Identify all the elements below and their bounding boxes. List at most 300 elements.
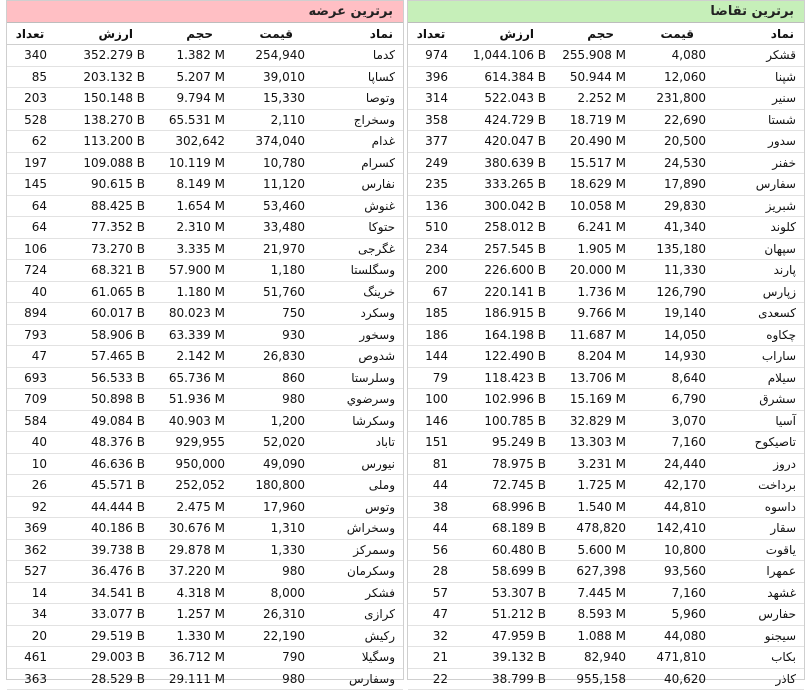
volume-cell: 11.687 M bbox=[550, 325, 630, 346]
price-cell: 374,040 bbox=[229, 131, 309, 152]
price-cell: 11,120 bbox=[229, 174, 309, 195]
symbol-cell[interactable]: غنوش bbox=[309, 196, 403, 217]
value-cell: 40.186 B bbox=[53, 518, 149, 539]
volume-cell: 82,940 bbox=[550, 647, 630, 668]
table-row[interactable] bbox=[7, 196, 403, 218]
table-row[interactable] bbox=[7, 282, 403, 304]
value-cell: 60.017 B bbox=[53, 303, 149, 324]
count-cell: 40 bbox=[7, 432, 53, 453]
table-row[interactable] bbox=[7, 110, 403, 132]
symbol-cell[interactable]: شپنا bbox=[710, 67, 804, 88]
top-supply-panel bbox=[6, 0, 404, 680]
value-cell: 72.745 B bbox=[454, 475, 550, 496]
count-cell: 14 bbox=[7, 583, 53, 604]
price-cell: 26,830 bbox=[229, 346, 309, 367]
value-cell: 33.077 B bbox=[53, 604, 149, 625]
volume-cell: 65.531 M bbox=[149, 110, 229, 131]
table-row[interactable] bbox=[7, 540, 403, 562]
price-cell: 1,310 bbox=[229, 518, 309, 539]
volume-cell: 18.629 M bbox=[550, 174, 630, 195]
price-cell: 930 bbox=[229, 325, 309, 346]
count-cell: 32 bbox=[408, 626, 454, 647]
price-cell: 7,160 bbox=[630, 583, 710, 604]
price-cell: 20,500 bbox=[630, 131, 710, 152]
symbol-cell[interactable]: کساپا bbox=[309, 67, 403, 88]
price-cell: 17,960 bbox=[229, 497, 309, 518]
table-row[interactable] bbox=[7, 411, 403, 433]
symbol-cell[interactable]: تاباد bbox=[309, 432, 403, 453]
value-cell: 186.915 B bbox=[454, 303, 550, 324]
symbol-cell[interactable]: زپارس bbox=[710, 282, 804, 303]
symbol-cell[interactable]: حفارس bbox=[710, 604, 804, 625]
symbol-cell[interactable]: ساراب bbox=[710, 346, 804, 367]
volume-cell: 63.339 M bbox=[149, 325, 229, 346]
symbol-cell[interactable]: نفارس bbox=[309, 174, 403, 195]
count-cell: 363 bbox=[7, 669, 53, 690]
count-cell: 20 bbox=[7, 626, 53, 647]
value-cell: 220.141 B bbox=[454, 282, 550, 303]
symbol-cell[interactable]: وسلرستا bbox=[309, 368, 403, 389]
count-cell: 151 bbox=[408, 432, 454, 453]
table-row[interactable] bbox=[7, 583, 403, 605]
top-demand-title: برترین تقاضا bbox=[408, 1, 804, 23]
table-header bbox=[408, 23, 804, 45]
volume-cell: 20.000 M bbox=[550, 260, 630, 281]
supply-rows bbox=[7, 45, 403, 690]
table-row[interactable] bbox=[7, 239, 403, 261]
value-cell: 522.043 B bbox=[454, 88, 550, 109]
symbol-cell[interactable]: غگرجی bbox=[309, 239, 403, 260]
count-cell: 358 bbox=[408, 110, 454, 131]
symbol-cell[interactable]: وسکرمان bbox=[309, 561, 403, 582]
table-row[interactable] bbox=[7, 561, 403, 583]
symbol-cell[interactable]: حتوکا bbox=[309, 217, 403, 238]
count-cell: 793 bbox=[7, 325, 53, 346]
symbol-cell[interactable]: کدما bbox=[309, 45, 403, 66]
table-row[interactable] bbox=[408, 239, 804, 261]
price-cell: 8,000 bbox=[229, 583, 309, 604]
table-row[interactable] bbox=[408, 45, 804, 67]
price-cell: 126,790 bbox=[630, 282, 710, 303]
symbol-cell[interactable]: کاذر bbox=[710, 669, 804, 690]
table-row[interactable] bbox=[7, 604, 403, 626]
volume-cell: 30.676 M bbox=[149, 518, 229, 539]
table-row[interactable] bbox=[7, 432, 403, 454]
table-row[interactable] bbox=[408, 389, 804, 411]
table-row[interactable] bbox=[7, 67, 403, 89]
symbol-cell[interactable]: سیلام bbox=[710, 368, 804, 389]
price-cell: 40,620 bbox=[630, 669, 710, 690]
table-row[interactable] bbox=[408, 561, 804, 583]
table-row[interactable] bbox=[7, 669, 403, 690]
table-row[interactable] bbox=[408, 260, 804, 282]
table-row[interactable] bbox=[408, 368, 804, 390]
value-cell: 38.799 B bbox=[454, 669, 550, 690]
column-header-symbol[interactable]: نماد bbox=[309, 23, 403, 44]
price-cell: 231,800 bbox=[630, 88, 710, 109]
column-header-volume[interactable]: حجم bbox=[149, 23, 229, 44]
price-cell: 5,960 bbox=[630, 604, 710, 625]
column-header-volume[interactable]: حجم bbox=[550, 23, 630, 44]
symbol-cell[interactable]: وملی bbox=[309, 475, 403, 496]
count-cell: 56 bbox=[408, 540, 454, 561]
count-cell: 314 bbox=[408, 88, 454, 109]
symbol-cell[interactable]: داسوه bbox=[710, 497, 804, 518]
value-cell: 118.423 B bbox=[454, 368, 550, 389]
price-cell: 860 bbox=[229, 368, 309, 389]
table-row[interactable] bbox=[7, 174, 403, 196]
count-cell: 145 bbox=[7, 174, 53, 195]
count-cell: 22 bbox=[408, 669, 454, 690]
volume-cell: 29.111 M bbox=[149, 669, 229, 690]
price-cell: 26,310 bbox=[229, 604, 309, 625]
value-cell: 380.639 B bbox=[454, 153, 550, 174]
count-cell: 528 bbox=[7, 110, 53, 131]
price-cell: 10,800 bbox=[630, 540, 710, 561]
count-cell: 144 bbox=[408, 346, 454, 367]
price-cell: 3,070 bbox=[630, 411, 710, 432]
value-cell: 73.270 B bbox=[53, 239, 149, 260]
column-header-symbol[interactable]: نماد bbox=[710, 23, 804, 44]
count-cell: 185 bbox=[408, 303, 454, 324]
value-cell: 46.636 B bbox=[53, 454, 149, 475]
table-row[interactable] bbox=[408, 411, 804, 433]
table-row[interactable] bbox=[7, 346, 403, 368]
symbol-cell[interactable]: شبریز bbox=[710, 196, 804, 217]
volume-cell: 50.944 M bbox=[550, 67, 630, 88]
symbol-cell[interactable]: وتوس bbox=[309, 497, 403, 518]
volume-cell: 2.142 M bbox=[149, 346, 229, 367]
symbol-cell[interactable]: وسخراج bbox=[309, 110, 403, 131]
value-cell: 68.996 B bbox=[454, 497, 550, 518]
price-cell: 1,180 bbox=[229, 260, 309, 281]
symbol-cell[interactable]: خفنر bbox=[710, 153, 804, 174]
price-cell: 12,060 bbox=[630, 67, 710, 88]
symbol-cell[interactable]: وسگیلا bbox=[309, 647, 403, 668]
column-header-value[interactable]: ارزش bbox=[454, 23, 550, 44]
volume-cell: 5.207 M bbox=[149, 67, 229, 88]
volume-cell: 478,820 bbox=[550, 518, 630, 539]
volume-cell: 255.908 M bbox=[550, 45, 630, 66]
value-cell: 352.279 B bbox=[53, 45, 149, 66]
symbol-cell[interactable]: وسرضوي bbox=[309, 389, 403, 410]
value-cell: 300.042 B bbox=[454, 196, 550, 217]
symbol-cell[interactable]: خرینگ bbox=[309, 282, 403, 303]
volume-cell: 36.712 M bbox=[149, 647, 229, 668]
table-row[interactable] bbox=[408, 540, 804, 562]
count-cell: 81 bbox=[408, 454, 454, 475]
symbol-cell[interactable]: کسرام bbox=[309, 153, 403, 174]
count-cell: 10 bbox=[7, 454, 53, 475]
table-row[interactable] bbox=[7, 45, 403, 67]
volume-cell: 1.905 M bbox=[550, 239, 630, 260]
table-row[interactable] bbox=[408, 497, 804, 519]
volume-cell: 13.706 M bbox=[550, 368, 630, 389]
volume-cell: 627,398 bbox=[550, 561, 630, 582]
symbol-cell[interactable]: شستا bbox=[710, 110, 804, 131]
count-cell: 47 bbox=[7, 346, 53, 367]
value-cell: 257.545 B bbox=[454, 239, 550, 260]
volume-cell: 1.382 M bbox=[149, 45, 229, 66]
symbol-cell[interactable]: برداخت bbox=[710, 475, 804, 496]
count-cell: 92 bbox=[7, 497, 53, 518]
count-cell: 38 bbox=[408, 497, 454, 518]
table-row[interactable] bbox=[7, 475, 403, 497]
value-cell: 57.465 B bbox=[53, 346, 149, 367]
price-cell: 53,460 bbox=[229, 196, 309, 217]
value-cell: 1,044.106 B bbox=[454, 45, 550, 66]
count-cell: 340 bbox=[7, 45, 53, 66]
count-cell: 894 bbox=[7, 303, 53, 324]
count-cell: 974 bbox=[408, 45, 454, 66]
price-cell: 21,970 bbox=[229, 239, 309, 260]
volume-cell: 1.654 M bbox=[149, 196, 229, 217]
table-row[interactable] bbox=[408, 346, 804, 368]
table-row[interactable] bbox=[7, 454, 403, 476]
volume-cell: 9.794 M bbox=[149, 88, 229, 109]
count-cell: 249 bbox=[408, 153, 454, 174]
symbol-cell[interactable]: قشکر bbox=[710, 45, 804, 66]
table-row[interactable] bbox=[408, 67, 804, 89]
price-cell: 135,180 bbox=[630, 239, 710, 260]
volume-cell: 252,052 bbox=[149, 475, 229, 496]
symbol-cell[interactable]: سقار bbox=[710, 518, 804, 539]
symbol-cell[interactable]: دروز bbox=[710, 454, 804, 475]
symbol-cell[interactable]: سنیر bbox=[710, 88, 804, 109]
price-cell: 15,330 bbox=[229, 88, 309, 109]
table-row[interactable] bbox=[7, 368, 403, 390]
volume-cell: 20.490 M bbox=[550, 131, 630, 152]
price-cell: 49,090 bbox=[229, 454, 309, 475]
volume-cell: 2.252 M bbox=[550, 88, 630, 109]
value-cell: 77.352 B bbox=[53, 217, 149, 238]
value-cell: 60.480 B bbox=[454, 540, 550, 561]
table-row[interactable] bbox=[7, 303, 403, 325]
value-cell: 88.425 B bbox=[53, 196, 149, 217]
table-row[interactable] bbox=[408, 88, 804, 110]
value-cell: 614.384 B bbox=[454, 67, 550, 88]
symbol-cell[interactable]: سدور bbox=[710, 131, 804, 152]
price-cell: 790 bbox=[229, 647, 309, 668]
table-row[interactable] bbox=[408, 217, 804, 239]
symbol-cell[interactable]: وسکرد bbox=[309, 303, 403, 324]
table-row[interactable] bbox=[7, 626, 403, 648]
count-cell: 67 bbox=[408, 282, 454, 303]
price-cell: 14,050 bbox=[630, 325, 710, 346]
symbol-cell[interactable]: وسفارس bbox=[309, 669, 403, 690]
table-row[interactable] bbox=[408, 583, 804, 605]
symbol-cell[interactable]: پارند bbox=[710, 260, 804, 281]
value-cell: 49.084 B bbox=[53, 411, 149, 432]
table-row[interactable] bbox=[408, 303, 804, 325]
column-header-price[interactable]: قیمت bbox=[229, 23, 309, 44]
table-row[interactable] bbox=[7, 88, 403, 110]
count-cell: 186 bbox=[408, 325, 454, 346]
count-cell: 693 bbox=[7, 368, 53, 389]
count-cell: 369 bbox=[7, 518, 53, 539]
volume-cell: 1.257 M bbox=[149, 604, 229, 625]
symbol-cell[interactable]: عمهرا bbox=[710, 561, 804, 582]
value-cell: 100.785 B bbox=[454, 411, 550, 432]
volume-cell: 6.241 M bbox=[550, 217, 630, 238]
table-row[interactable] bbox=[408, 153, 804, 175]
column-header-price[interactable]: قیمت bbox=[630, 23, 710, 44]
table-row[interactable] bbox=[7, 497, 403, 519]
table-row[interactable] bbox=[7, 153, 403, 175]
symbol-cell[interactable]: سیجنو bbox=[710, 626, 804, 647]
table-row[interactable] bbox=[408, 518, 804, 540]
count-cell: 28 bbox=[408, 561, 454, 582]
symbol-cell[interactable]: کلوند bbox=[710, 217, 804, 238]
table-row[interactable] bbox=[7, 647, 403, 669]
table-row[interactable] bbox=[7, 325, 403, 347]
value-cell: 36.476 B bbox=[53, 561, 149, 582]
table-row[interactable] bbox=[408, 626, 804, 648]
value-cell: 78.975 B bbox=[454, 454, 550, 475]
symbol-cell[interactable]: شدوص bbox=[309, 346, 403, 367]
symbol-cell[interactable]: وتوصا bbox=[309, 88, 403, 109]
volume-cell: 37.220 M bbox=[149, 561, 229, 582]
top-demand-panel bbox=[407, 0, 805, 680]
price-cell: 22,690 bbox=[630, 110, 710, 131]
table-row[interactable] bbox=[408, 131, 804, 153]
price-cell: 750 bbox=[229, 303, 309, 324]
count-cell: 362 bbox=[7, 540, 53, 561]
price-cell: 4,080 bbox=[630, 45, 710, 66]
value-cell: 39.132 B bbox=[454, 647, 550, 668]
table-row[interactable] bbox=[7, 260, 403, 282]
demand-rows bbox=[408, 45, 804, 690]
price-cell: 254,940 bbox=[229, 45, 309, 66]
value-cell: 150.148 B bbox=[53, 88, 149, 109]
column-header-value[interactable]: ارزش bbox=[53, 23, 149, 44]
volume-cell: 18.719 M bbox=[550, 110, 630, 131]
volume-cell: 8.204 M bbox=[550, 346, 630, 367]
symbol-cell[interactable]: کرازی bbox=[309, 604, 403, 625]
volume-cell: 1.540 M bbox=[550, 497, 630, 518]
count-cell: 200 bbox=[408, 260, 454, 281]
symbol-cell[interactable]: سپهان bbox=[710, 239, 804, 260]
table-row[interactable] bbox=[408, 454, 804, 476]
value-cell: 34.541 B bbox=[53, 583, 149, 604]
column-header-count[interactable]: تعداد bbox=[408, 23, 454, 44]
table-row[interactable] bbox=[408, 174, 804, 196]
symbol-cell[interactable]: تاصیکوح bbox=[710, 432, 804, 453]
price-cell: 980 bbox=[229, 669, 309, 690]
value-cell: 39.738 B bbox=[53, 540, 149, 561]
value-cell: 48.376 B bbox=[53, 432, 149, 453]
price-cell: 1,330 bbox=[229, 540, 309, 561]
value-cell: 420.047 B bbox=[454, 131, 550, 152]
volume-cell: 1.088 M bbox=[550, 626, 630, 647]
symbol-cell[interactable]: سشرق bbox=[710, 389, 804, 410]
symbol-cell[interactable]: یاقوت bbox=[710, 540, 804, 561]
value-cell: 47.959 B bbox=[454, 626, 550, 647]
count-cell: 709 bbox=[7, 389, 53, 410]
count-cell: 203 bbox=[7, 88, 53, 109]
symbol-cell[interactable]: وسکرشا bbox=[309, 411, 403, 432]
count-cell: 461 bbox=[7, 647, 53, 668]
count-cell: 510 bbox=[408, 217, 454, 238]
volume-cell: 7.445 M bbox=[550, 583, 630, 604]
table-row[interactable] bbox=[408, 110, 804, 132]
table-row[interactable] bbox=[408, 432, 804, 454]
symbol-cell[interactable]: سفارس bbox=[710, 174, 804, 195]
symbol-cell[interactable]: وسمرکز bbox=[309, 540, 403, 561]
value-cell: 68.189 B bbox=[454, 518, 550, 539]
value-cell: 44.444 B bbox=[53, 497, 149, 518]
count-cell: 64 bbox=[7, 196, 53, 217]
volume-cell: 1.330 M bbox=[149, 626, 229, 647]
volume-cell: 13.303 M bbox=[550, 432, 630, 453]
table-header bbox=[7, 23, 403, 45]
count-cell: 234 bbox=[408, 239, 454, 260]
table-row[interactable] bbox=[408, 475, 804, 497]
value-cell: 53.307 B bbox=[454, 583, 550, 604]
volume-cell: 302,642 bbox=[149, 131, 229, 152]
count-cell: 79 bbox=[408, 368, 454, 389]
price-cell: 93,560 bbox=[630, 561, 710, 582]
table-row[interactable] bbox=[408, 604, 804, 626]
table-row[interactable] bbox=[408, 196, 804, 218]
table-row[interactable] bbox=[7, 131, 403, 153]
price-cell: 7,160 bbox=[630, 432, 710, 453]
table-row[interactable] bbox=[408, 647, 804, 669]
symbol-cell[interactable]: وسخور bbox=[309, 325, 403, 346]
volume-cell: 2.475 M bbox=[149, 497, 229, 518]
symbol-cell[interactable]: وسگلستا bbox=[309, 260, 403, 281]
value-cell: 109.088 B bbox=[53, 153, 149, 174]
count-cell: 26 bbox=[7, 475, 53, 496]
symbol-cell[interactable]: غشهد bbox=[710, 583, 804, 604]
volume-cell: 3.231 M bbox=[550, 454, 630, 475]
count-cell: 146 bbox=[408, 411, 454, 432]
table-row[interactable] bbox=[7, 389, 403, 411]
symbol-cell[interactable]: غدام bbox=[309, 131, 403, 152]
price-cell: 142,410 bbox=[630, 518, 710, 539]
price-cell: 51,760 bbox=[229, 282, 309, 303]
price-cell: 8,640 bbox=[630, 368, 710, 389]
price-cell: 44,810 bbox=[630, 497, 710, 518]
symbol-cell[interactable]: فشکر bbox=[309, 583, 403, 604]
symbol-cell[interactable]: بکاب bbox=[710, 647, 804, 668]
symbol-cell[interactable]: نیورس bbox=[309, 454, 403, 475]
price-cell: 180,800 bbox=[229, 475, 309, 496]
value-cell: 28.529 B bbox=[53, 669, 149, 690]
table-row[interactable] bbox=[7, 518, 403, 540]
volume-cell: 15.517 M bbox=[550, 153, 630, 174]
value-cell: 102.996 B bbox=[454, 389, 550, 410]
value-cell: 226.600 B bbox=[454, 260, 550, 281]
value-cell: 68.321 B bbox=[53, 260, 149, 281]
table-row[interactable] bbox=[408, 325, 804, 347]
table-row[interactable] bbox=[7, 217, 403, 239]
symbol-cell[interactable]: وسخراش bbox=[309, 518, 403, 539]
price-cell: 33,480 bbox=[229, 217, 309, 238]
volume-cell: 57.900 M bbox=[149, 260, 229, 281]
price-cell: 471,810 bbox=[630, 647, 710, 668]
symbol-cell[interactable]: چکاوه bbox=[710, 325, 804, 346]
symbol-cell[interactable]: رکیش bbox=[309, 626, 403, 647]
symbol-cell[interactable]: کسعدی bbox=[710, 303, 804, 324]
table-row[interactable] bbox=[408, 669, 804, 690]
count-cell: 106 bbox=[7, 239, 53, 260]
table-row[interactable] bbox=[408, 282, 804, 304]
symbol-cell[interactable]: آسیا bbox=[710, 411, 804, 432]
volume-cell: 3.335 M bbox=[149, 239, 229, 260]
value-cell: 56.533 B bbox=[53, 368, 149, 389]
column-header-count[interactable]: تعداد bbox=[7, 23, 53, 44]
